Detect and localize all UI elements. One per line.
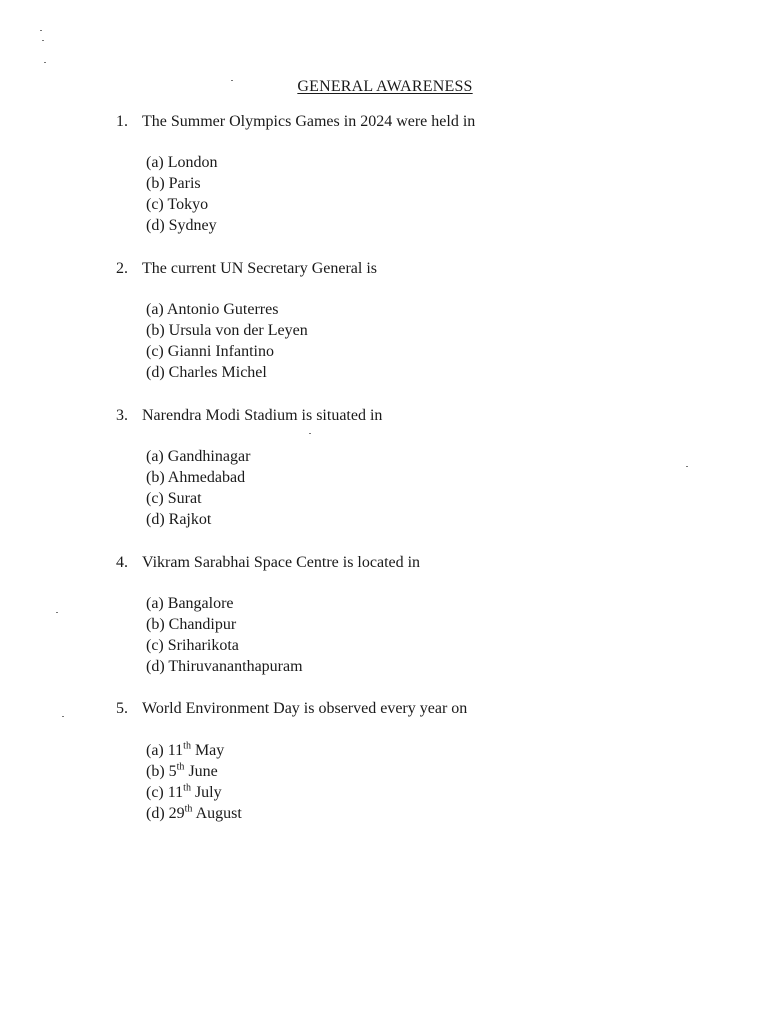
option-item — [146, 194, 218, 215]
scan-speck — [56, 612, 58, 613]
option-text: Antonio Guterres — [166, 301, 279, 318]
option-text: Tokyo — [167, 196, 209, 213]
question-3-options — [146, 446, 250, 530]
scan-speck — [42, 40, 44, 41]
option-text: Sriharikota — [167, 637, 239, 654]
option-item — [146, 656, 303, 677]
question-1-options — [146, 152, 218, 236]
ordinal-suffix: th — [184, 803, 193, 815]
option-label: (d) — [146, 217, 165, 234]
option-label: (c) — [146, 490, 164, 507]
ordinal-suffix: th — [176, 761, 185, 773]
question-number: 4. — [116, 554, 128, 571]
question-number: 1. — [116, 113, 128, 130]
option-label: (d) — [146, 364, 165, 381]
scan-speck — [309, 433, 311, 434]
option-label: (d) — [146, 805, 165, 822]
scan-speck — [40, 30, 42, 31]
option-text: Ursula von der Leyen — [168, 322, 308, 339]
scan-speck — [62, 716, 64, 717]
option-item — [146, 509, 250, 530]
question-4 — [116, 552, 420, 573]
option-text: Ahmedabad — [167, 469, 246, 486]
option-item — [146, 614, 303, 635]
option-label: (a) — [146, 301, 164, 318]
option-text: Sydney — [168, 217, 217, 234]
question-1 — [116, 111, 475, 132]
option-item — [146, 467, 250, 488]
option-item — [146, 782, 242, 803]
option-text: Chandipur — [168, 616, 237, 633]
option-text: Charles Michel — [168, 364, 267, 381]
option-text: London — [167, 154, 218, 171]
question-text: The Summer Olympics Games in 2024 were held in — [142, 113, 476, 130]
option-item — [146, 803, 242, 824]
question-5-options — [146, 740, 242, 824]
option-month: August — [195, 805, 242, 822]
question-text: Vikram Sarabhai Space Centre is located in — [142, 554, 421, 571]
option-label: (b) — [146, 322, 165, 339]
question-3 — [116, 405, 382, 426]
option-label: (c) — [146, 196, 164, 213]
scan-speck — [686, 466, 688, 467]
option-label: (a) — [146, 448, 164, 465]
question-text: The current UN Secretary General is — [142, 260, 377, 277]
option-text: Bangalore — [167, 595, 234, 612]
scan-speck — [44, 62, 46, 63]
question-number: 2. — [116, 260, 128, 277]
option-label: (a) — [146, 154, 164, 171]
option-item — [146, 320, 308, 341]
option-label: (b) — [146, 616, 165, 633]
ordinal-suffix: th — [183, 782, 191, 794]
option-item — [146, 488, 250, 509]
question-2-options — [146, 299, 308, 383]
option-label: (b) — [146, 175, 165, 192]
option-day: 11 — [167, 742, 184, 759]
page-title: GENERAL AWARENESS — [297, 78, 473, 95]
option-item — [146, 299, 308, 320]
option-text: Rajkot — [168, 511, 212, 528]
option-label: (b) — [146, 469, 165, 486]
option-month: May — [194, 742, 225, 759]
option-day: 11 — [167, 784, 184, 801]
option-item — [146, 173, 218, 194]
option-item — [146, 341, 308, 362]
option-label: (d) — [146, 658, 165, 675]
option-label: (b) — [146, 763, 165, 780]
option-item — [146, 635, 303, 656]
option-month: June — [188, 763, 218, 780]
option-label: (c) — [146, 784, 164, 801]
option-text: Paris — [168, 175, 201, 192]
option-month: July — [194, 784, 222, 801]
option-label: (c) — [146, 343, 164, 360]
option-item — [146, 761, 242, 782]
option-label: (a) — [146, 595, 164, 612]
option-item — [146, 362, 308, 383]
option-text: Surat — [167, 490, 202, 507]
option-label: (d) — [146, 511, 165, 528]
question-text: Narendra Modi Stadium is situated in — [142, 407, 383, 424]
question-number: 5. — [116, 700, 128, 717]
question-number: 3. — [116, 407, 128, 424]
option-text: Gianni Infantino — [167, 343, 274, 360]
option-day: 29 — [168, 805, 185, 822]
option-text: Gandhinagar — [167, 448, 251, 465]
option-day: 5 — [168, 763, 177, 780]
ordinal-suffix: th — [183, 740, 191, 752]
option-item — [146, 593, 303, 614]
question-text: World Environment Day is observed every year on — [142, 700, 468, 717]
option-item — [146, 152, 218, 173]
option-text: Thiruvananthapuram — [168, 658, 303, 675]
option-item — [146, 740, 242, 761]
question-4-options — [146, 593, 303, 677]
option-item — [146, 446, 250, 467]
option-label: (a) — [146, 742, 164, 759]
question-2 — [116, 258, 377, 279]
option-label: (c) — [146, 637, 164, 654]
question-5 — [116, 698, 467, 719]
option-item — [146, 215, 218, 236]
